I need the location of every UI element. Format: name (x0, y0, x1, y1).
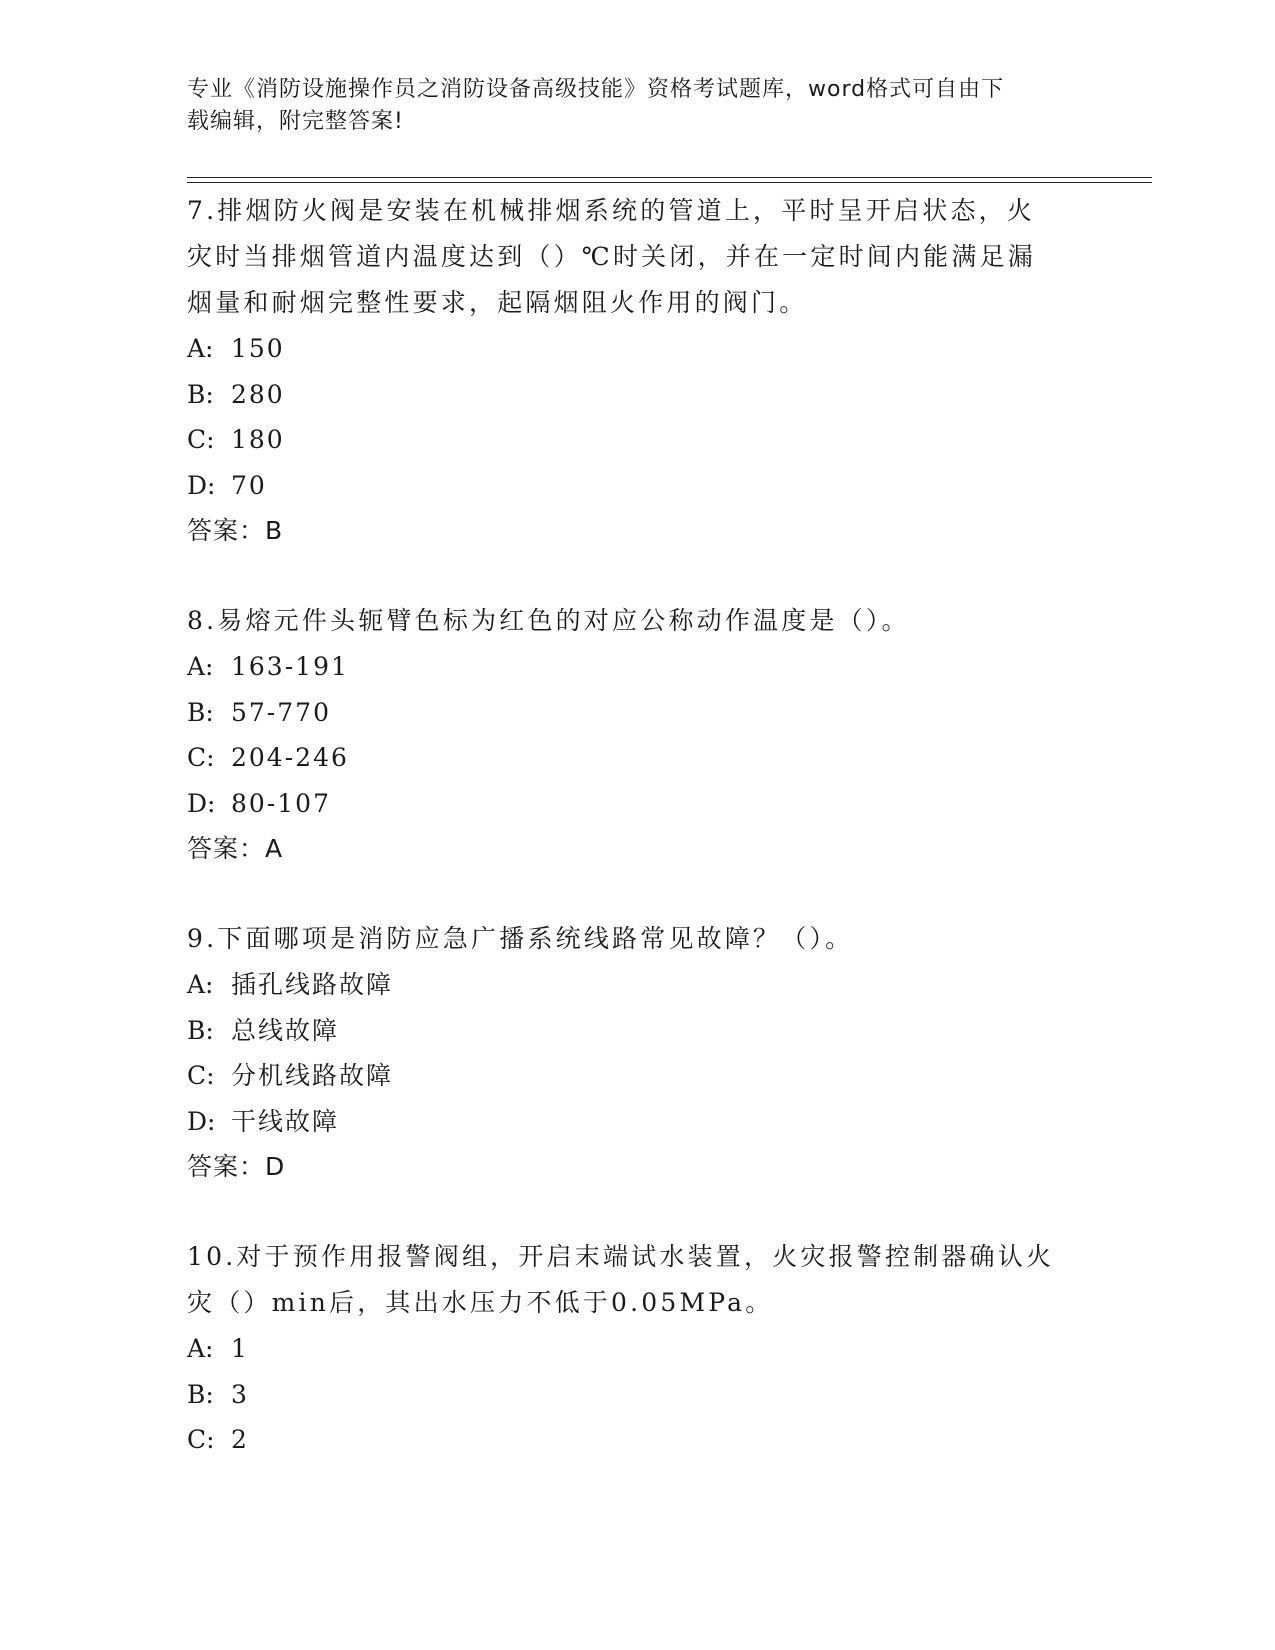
option-value: 280 (231, 379, 285, 409)
header-line-1: 专业《消防设施操作员之消防设备高级技能》资格考试题库，word格式可自由下 (187, 77, 1005, 102)
option-letter: C: (187, 1425, 215, 1454)
option-value: 150 (231, 334, 285, 363)
question-7 (187, 188, 1087, 554)
question-10 (187, 1234, 1087, 1463)
question-spacer (187, 872, 1087, 916)
header-line-2: 载编辑，附完整答案! (187, 109, 404, 134)
question-9-option-a (187, 962, 1087, 1008)
question-7-line-1: 7.排烟防火阀是安装在机械排烟系统的管道上，平时呈开启状态，火 (187, 196, 1036, 225)
question-9-option-b (187, 1008, 1087, 1054)
question-spacer (187, 1190, 1087, 1234)
question-8-line-1: 8.易熔元件头轭臂色标为红色的对应公称动作温度是（）。 (187, 606, 910, 635)
option-value: 3 (231, 1379, 249, 1409)
question-7-line-2: 灾时当排烟管道内温度达到（）℃时关闭，并在一定时间内能满足漏 (187, 242, 1036, 271)
option-value: 70 (231, 470, 267, 500)
option-value: 163-191 (231, 652, 349, 681)
question-8-answer: 答案：A (187, 834, 284, 863)
option-value: 总线故障 (231, 1015, 340, 1045)
option-letter: A: (187, 334, 214, 363)
option-letter: D: (187, 788, 216, 818)
option-letter: A: (187, 970, 214, 999)
option-letter: C: (187, 425, 215, 454)
question-10-option-b (187, 1372, 1087, 1418)
option-letter: D: (187, 1106, 216, 1136)
option-letter: B: (187, 1379, 214, 1409)
question-9-answer: 答案：D (187, 1152, 286, 1181)
option-value: 80-107 (231, 788, 331, 818)
question-8-option-b (187, 690, 1087, 736)
option-letter: B: (187, 697, 214, 727)
question-10-line-1: 10.对于预作用报警阀组，开启末端试水装置，火灾报警控制器确认火 (187, 1242, 1055, 1271)
header-divider-top (187, 177, 1152, 178)
option-value: 1 (231, 1334, 249, 1363)
option-letter: B: (187, 1015, 214, 1045)
question-9-line-1: 9.下面哪项是消防应急广播系统线路常见故障？（）。 (187, 924, 854, 953)
option-value: 干线故障 (231, 1106, 340, 1136)
option-letter: A: (187, 1334, 214, 1363)
question-7-option-d (187, 463, 1087, 509)
document-header (187, 74, 1067, 138)
option-value: 插孔线路故障 (231, 970, 394, 999)
option-value: 180 (231, 425, 285, 454)
question-10-option-a (187, 1326, 1087, 1372)
question-7-option-c (187, 417, 1087, 463)
question-8 (187, 598, 1087, 872)
question-9-option-c (187, 1053, 1087, 1099)
option-value: 57-770 (231, 697, 331, 727)
question-spacer (187, 554, 1087, 598)
question-7-answer: 答案：B (187, 516, 284, 545)
option-letter: C: (187, 1061, 215, 1090)
question-7-option-b (187, 372, 1087, 418)
question-9-option-d (187, 1099, 1087, 1145)
option-letter: C: (187, 743, 215, 772)
question-10-line-2: 灾（）min后，其出水压力不低于0.05MPa。 (187, 1288, 774, 1317)
question-7-line-3: 烟量和耐烟完整性要求，起隔烟阻火作用的阀门。 (187, 288, 808, 317)
option-letter: B: (187, 379, 214, 409)
question-8-option-c (187, 735, 1087, 781)
option-value: 204-246 (231, 743, 349, 772)
option-value: 分机线路故障 (231, 1061, 394, 1090)
question-10-option-c (187, 1417, 1087, 1463)
question-8-option-a (187, 644, 1087, 690)
option-value: 2 (231, 1425, 249, 1454)
question-list (187, 188, 1087, 1463)
question-8-option-d (187, 781, 1087, 827)
header-divider-bottom (187, 182, 1152, 183)
option-letter: A: (187, 652, 214, 681)
question-9 (187, 916, 1087, 1190)
option-letter: D: (187, 470, 216, 500)
question-7-option-a (187, 326, 1087, 372)
